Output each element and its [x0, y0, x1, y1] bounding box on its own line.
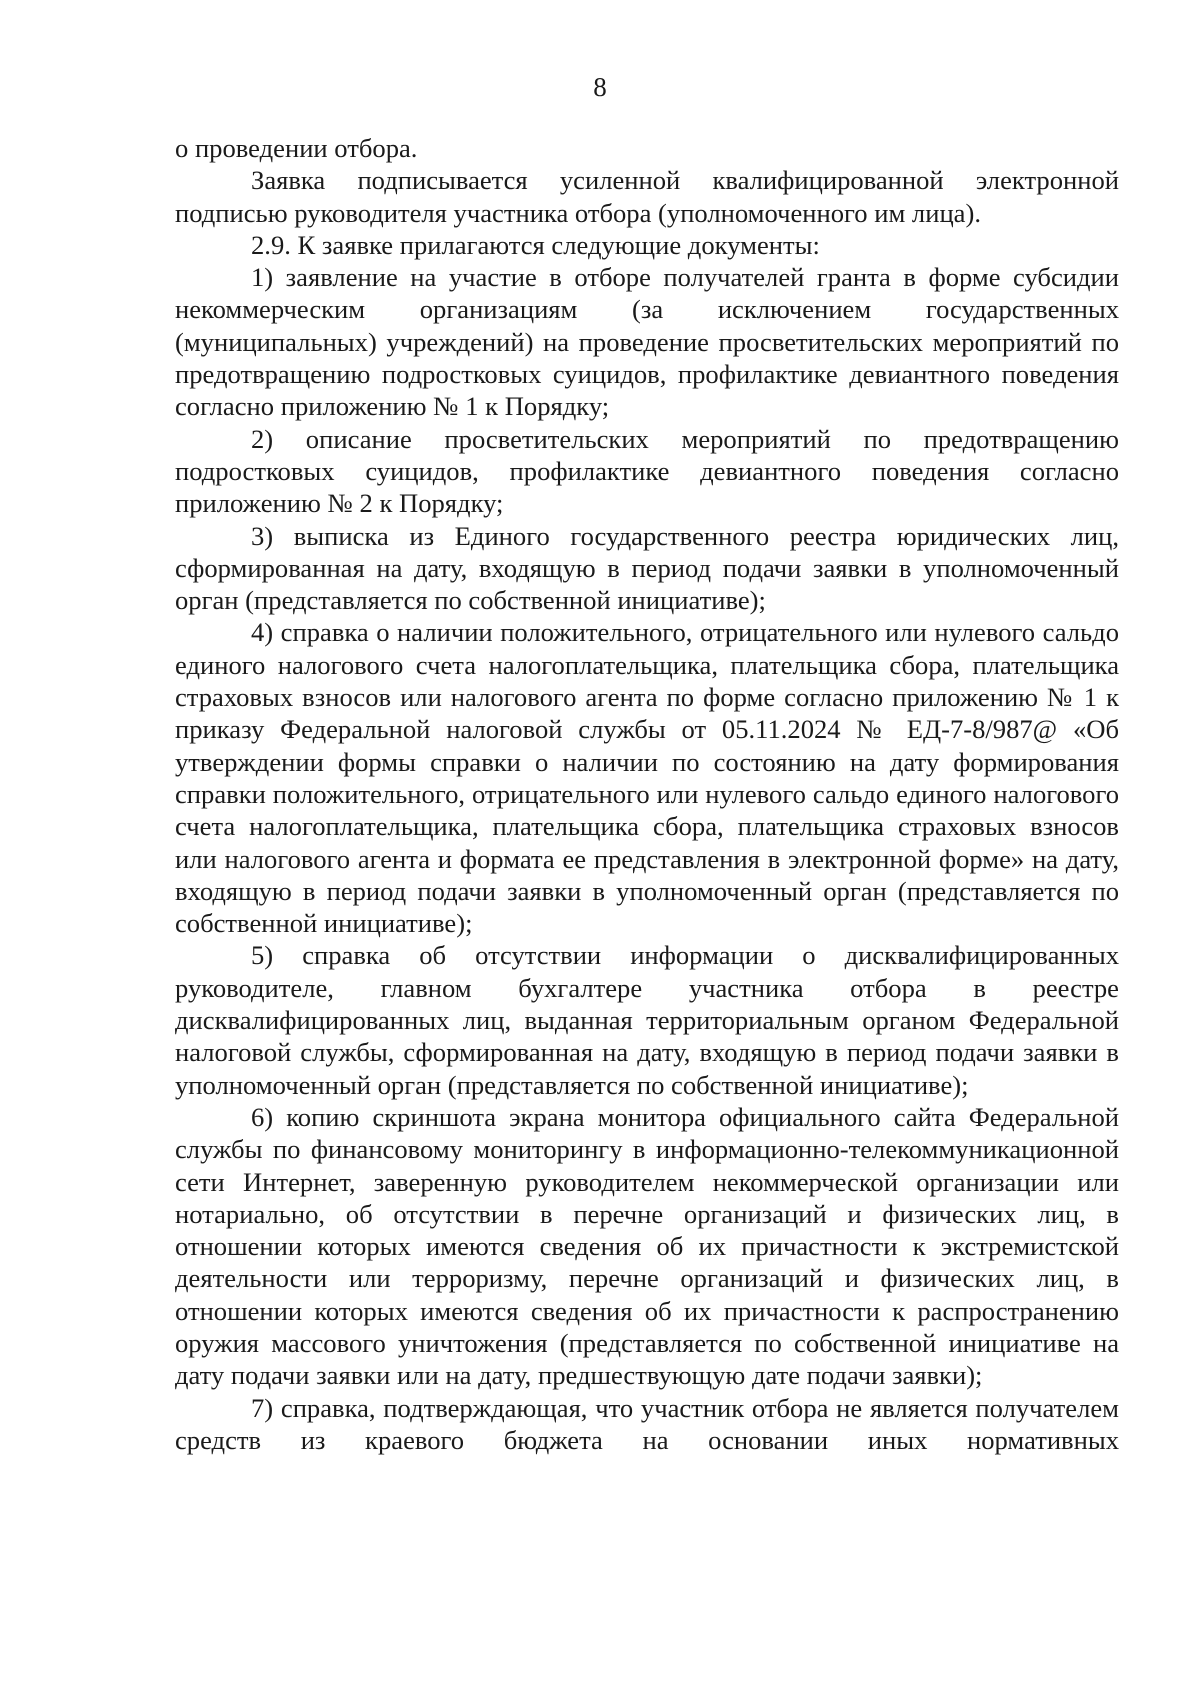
paragraph-signature: Заявка подписывается усиленной квалифицированной электронной подписью руководителя участника отбора (уполномоченного им лица).	[175, 165, 1119, 228]
paragraph-continuation: о проведении отбора.	[175, 133, 418, 163]
list-item-3: 3) выписка из Единого государственного реестра юридических лиц, сформированная на дату, входящую в период подачи заявки в уполномоченный орган (представляется по собственной инициативе);	[175, 520, 1119, 616]
list-item-1: 1) заявление на участие в отборе получателей гранта в форме субсидии некоммерческим организациям (за исключением государственных (муниципальных) учреждений) на проведение просветительских мероприятий по предотвращению подростковых суицидов, профилактике девиантного поведения согласно приложению № 1 к Порядку;	[175, 262, 1119, 422]
document-body	[175, 132, 1119, 1456]
list-item-5: 5) справка об отсутствии информации о дисквалифицированных руководителе, главном бухгалтере участника отбора в реестре дисквалифицированных лиц, выданная территориальным органом Федеральной налоговой службы, сформированная на дату, входящую в период подачи заявки в уполномоченный орган (представляется по собственной инициативе);	[175, 940, 1119, 1100]
paragraph-section-2-9: 2.9. К заявке прилагаются следующие документы:	[251, 229, 820, 260]
list-item-6: 6) копию скриншота экрана монитора официального сайта Федеральной службы по финансовому мониторингу в информационно-телекоммуникационной сети Интернет, заверенную руководителем некоммерческой организации или нотариально, об отсутствии в перечне организаций и физических лиц, в отношении которых имеются сведения об их причастности к экстремистской деятельности или терроризму, перечне организаций и физических лиц, в отношении которых имеются сведения об их причастности к распространению оружия массового уничтожения (представляется по собственной инициативе на дату подачи заявки или на дату, предшествующую дате подачи заявки);	[175, 1101, 1119, 1391]
page-number: 8	[593, 72, 607, 102]
list-item-4: 4) справка о наличии положительного, отрицательного или нулевого сальдо единого налогового счета налогоплательщика, плательщика сбора, плательщика страховых взносов или налогового агента по форме согласно приложению № 1 к приказу Федеральной налоговой службы от 05.11.2024 № ЕД-7-8/987@ «Об утверждении формы справки о наличии по состоянию на дату формирования справки положительного, отрицательного или нулевого сальдо единого налогового счета налогоплательщика, плательщика сбора, плательщика страховых взносов или налогового агента и формата ее представления в электронной форме» на дату, входящую в период подачи заявки в уполномоченный орган (представляется по собственной инициативе);	[175, 617, 1119, 939]
list-item-7: 7) справка, подтверждающая, что участник отбора не является получателем средств из краевого бюджета на основании иных нормативных	[175, 1392, 1119, 1455]
list-item-2: 2) описание просветительских мероприятий по предотвращению подростковых суицидов, профилактике девиантного поведения согласно приложению № 2 к Порядку;	[175, 423, 1119, 519]
